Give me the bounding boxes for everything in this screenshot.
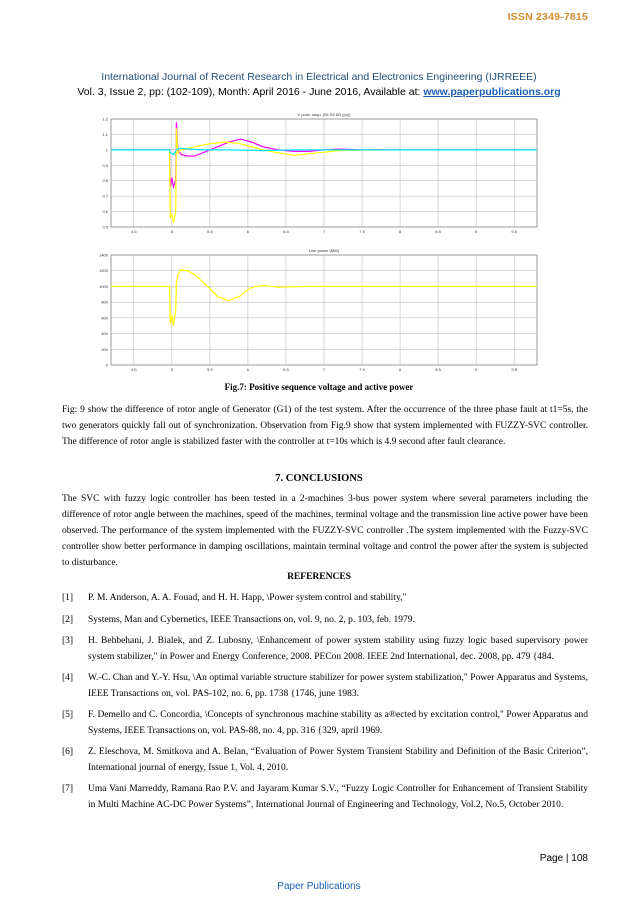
reference-number: [1] — [62, 593, 74, 603]
x-tick-label: 4.5 — [131, 229, 137, 233]
voltage-chart-svg — [89, 109, 549, 233]
reference-text: P. M. Anderson, A. A. Fouad, and H. H. Happ, \Power system control and stability," — [88, 593, 407, 603]
reference-item — [62, 634, 588, 665]
page-number: Page | 108 — [539, 853, 588, 864]
x-tick-label: 7.5 — [359, 229, 365, 233]
reference-number: [6] — [62, 747, 74, 757]
x-tick-label: 8 — [398, 229, 402, 233]
x-tick-label: 4.5 — [131, 367, 137, 372]
y-tick-label: 0.9 — [102, 162, 108, 168]
reference-item — [62, 745, 588, 776]
x-tick-label: 7 — [322, 229, 326, 233]
y-tick-label: 1.2 — [102, 116, 108, 122]
y-tick-label: 0.8 — [102, 178, 108, 184]
journal-meta-text: Vol. 3, Issue 2, pp: (102-109), Month: April 2016 - June 2016, Available at: — [77, 86, 424, 98]
x-tick-label: 6.5 — [283, 229, 289, 233]
y-tick-label: 1200 — [99, 268, 108, 274]
figure-caption: Fig.7: Positive sequence voltage and active power — [224, 382, 414, 392]
reference-item — [62, 591, 588, 607]
y-tick-label: 1000 — [99, 283, 108, 289]
x-tick-label: 5.5 — [207, 229, 213, 233]
reference-text: Z. Eleschova, M. Smitkova and A. Belan, “Evaluation of Power System Transient Stability and Definition of the Basic Criterion”, International journal of energy, Issue 1, Vol. 4, 2010. — [88, 747, 588, 773]
y-tick-label: 1400 — [99, 252, 108, 258]
x-tick-label: 7 — [322, 367, 326, 372]
chart-title: V posit. sequ. (B1 B2 B3 (pu)) — [297, 112, 351, 117]
conclusions-heading: 7. CONCLUSIONS — [275, 473, 363, 484]
reference-text: Uma Vani Marreddy, Ramana Rao P.V. and Jayaram Kumar S.V., “Fuzzy Logic Controller for Enhancement of Transient Stability in Multi Machine AC-DC Power Systems”, International Journal of Engineering and Technology, Vol.2, No.5, October 2010. — [88, 784, 588, 810]
chart-title: Line power (MW) — [308, 248, 340, 253]
y-tick-label: 0.7 — [102, 193, 108, 199]
references-heading: REFERENCES — [287, 572, 351, 582]
y-tick-label: 0 — [105, 362, 108, 368]
x-tick-label: 9 — [475, 229, 478, 233]
conclusions-paragraph: The SVC with fuzzy logic controller has been tested in a 2-machines 3-bus power system where several parameters including the difference of rotor angle between the machines, speed of the machines, terminal voltage and the transmission line active power have been observed. The performance of the system implemented with the FUZZY-SVC controller .The system implemented with the Fuzzy-SVC controller show better performance in damping oscillations, maintain terminal voltage and control the power after the system is subjected to disturbance. — [62, 494, 588, 568]
issn-label: ISSN 2349-7815 — [507, 11, 588, 23]
x-tick-label: 6 — [246, 229, 250, 233]
x-tick-label: 5.5 — [207, 367, 213, 372]
body-paragraph: Fig: 9 show the difference of rotor angle of Generator (G1) of the test system. After the occurrence of the three phase fault at t1=5s, the two generators quickly fall out of synchronization. Observation from Fig.9 show that system implemented with FUZZY-SVC controller. The difference of rotor angle is stabilized faster with the controller at t=10s which is 4.9 second after fault clearance. — [62, 405, 588, 447]
x-tick-label: 5 — [170, 229, 173, 233]
reference-number: [4] — [62, 673, 74, 683]
reference-item — [62, 671, 588, 702]
y-tick-label: 400 — [101, 331, 108, 337]
y-tick-label: 1 — [105, 147, 108, 153]
publisher-footer: Paper Publications — [277, 881, 361, 892]
reference-number: [5] — [62, 710, 74, 720]
reference-text: W.-C. Chan and Y.-Y. Hsu, \An optimal variable structure stabilizer for power system stabilization," Power Apparatus and Systems, IEEE Transactions on, vol. PAS-102, no. 6, pp. 1738 {1746, june 1983. — [88, 673, 588, 699]
journal-title: International Journal of Recent Research in Electrical and Electronics Engineering (IJRREEE) — [101, 71, 537, 83]
reference-text: H. Behbehani, J. Bialek, and Z. Lubosny, \Enhancement of power system stability using fuzzy logic based supervisory power system stabilizer," in Power and Energy Conference, 2008. PECon 2008. IEEE 2nd International, dec. 2008, pp. 479 {484. — [88, 636, 588, 662]
reference-number: [7] — [62, 784, 74, 794]
y-tick-label: 1.1 — [102, 131, 108, 137]
reference-number: [2] — [62, 614, 74, 625]
x-tick-label: 9 — [475, 367, 478, 372]
reference-item — [62, 613, 588, 629]
x-tick-label: 8 — [398, 367, 402, 372]
x-tick-label: 6 — [246, 367, 250, 372]
x-tick-label: 9.5 — [511, 367, 517, 372]
x-tick-label: 6.5 — [283, 367, 289, 372]
power-chart — [89, 245, 549, 373]
y-tick-label: 0.5 — [102, 224, 108, 230]
journal-website-link[interactable]: www.paperpublications.org — [423, 86, 561, 98]
reference-text: Systems, Man and Cybernetics, IEEE Transactions on, vol. 9, no. 2, p. 103, feb. 1979. — [88, 614, 415, 625]
y-tick-label: 0.6 — [102, 209, 108, 215]
x-tick-label: 8.5 — [435, 367, 441, 372]
x-tick-label: 8.5 — [435, 229, 441, 233]
voltage-chart — [89, 109, 549, 233]
x-tick-label: 5 — [170, 367, 173, 372]
reference-number: [3] — [62, 636, 74, 646]
y-tick-label: 200 — [101, 346, 108, 352]
reference-list — [62, 591, 588, 819]
y-tick-label: 800 — [101, 299, 108, 305]
reference-item — [62, 782, 588, 813]
reference-item — [62, 708, 588, 739]
reference-text: F. Demello and C. Concordia, \Concepts of synchronous machine stability as a®ected by excitation control," Power Apparatus and Systems, IEEE Transactions on, vol. PAS-88, no. 4, pp. 316 {329, april 1969. — [88, 710, 588, 736]
x-tick-label: 7.5 — [359, 367, 365, 372]
x-tick-label: 9.5 — [511, 229, 517, 233]
journal-meta — [0, 86, 638, 98]
power-chart-svg — [89, 245, 549, 373]
y-tick-label: 600 — [101, 315, 108, 321]
